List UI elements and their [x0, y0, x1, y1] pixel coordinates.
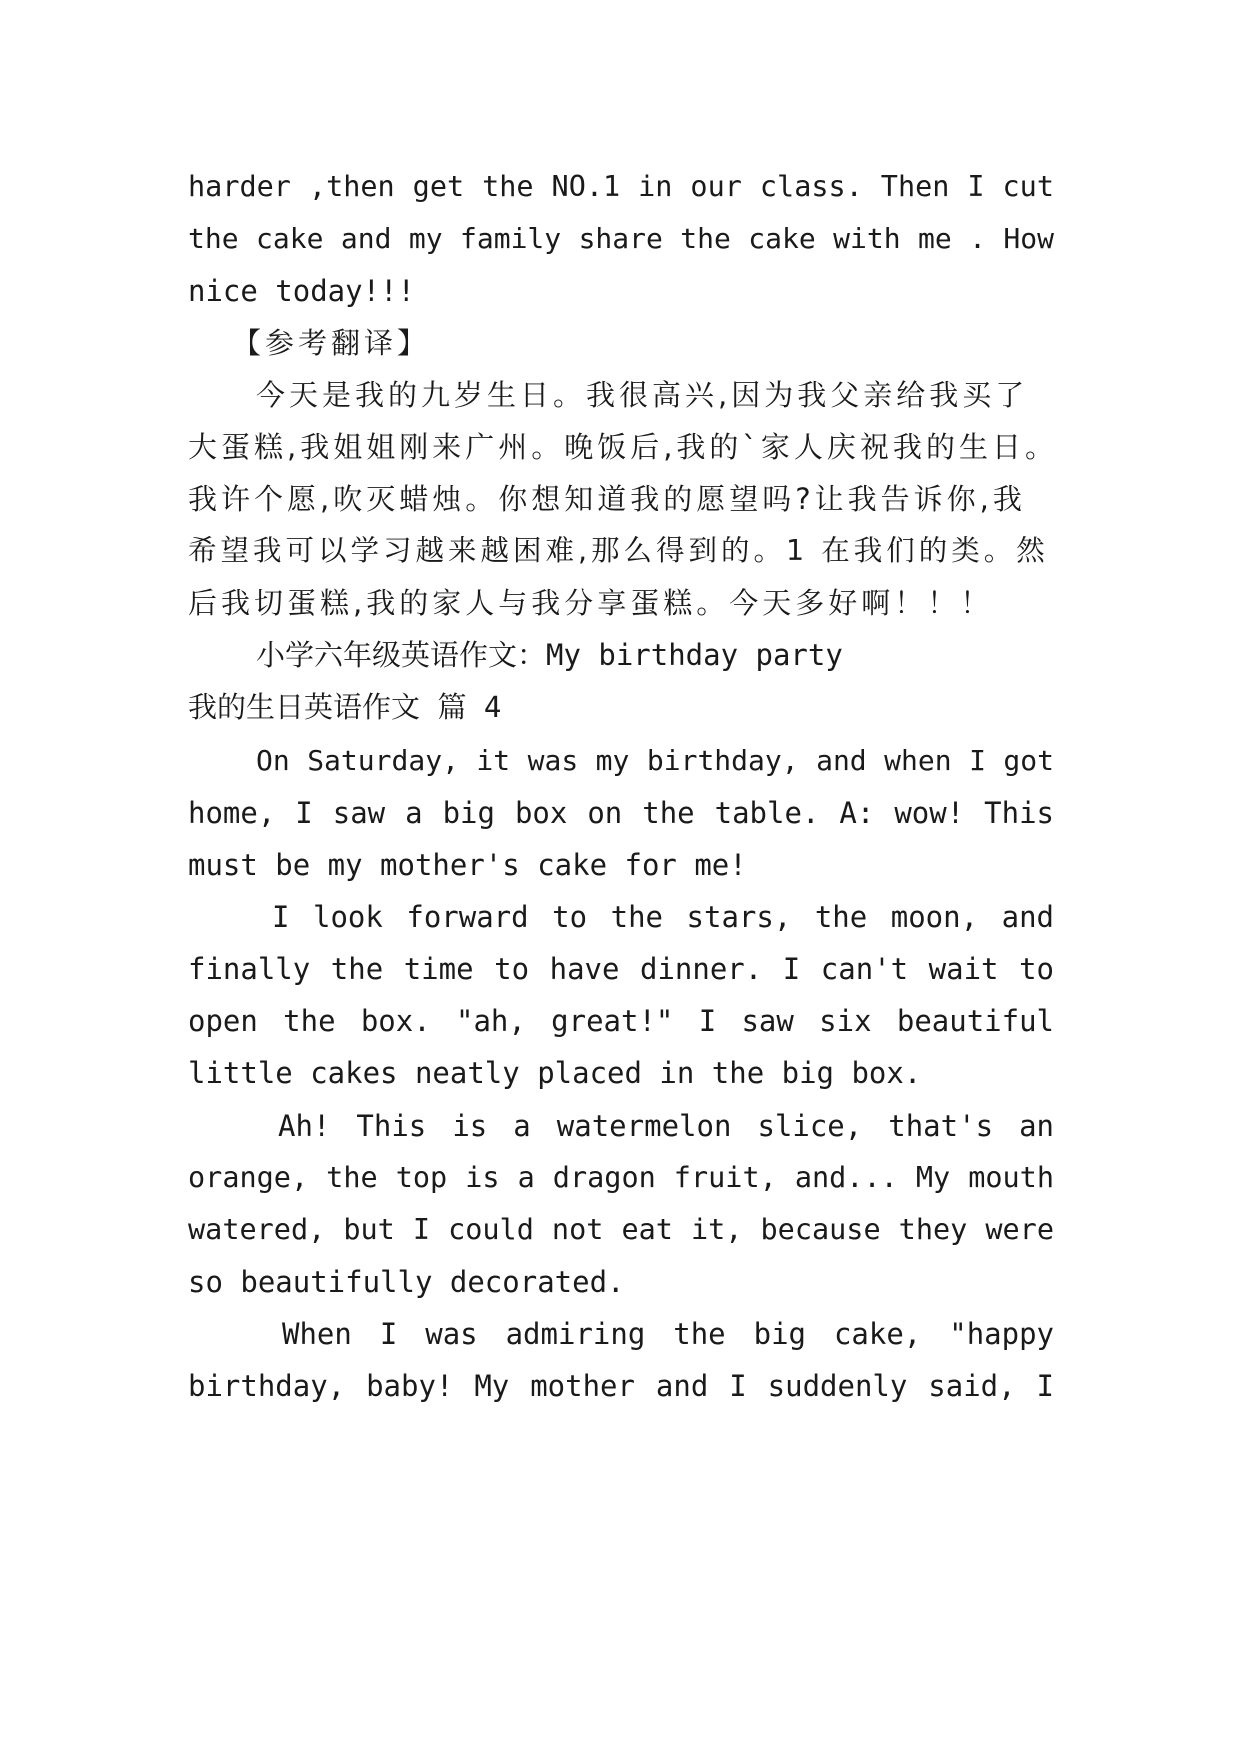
paragraph-line	[188, 210, 1054, 268]
text-line: the cake and my family share the cake with me . How	[188, 222, 1054, 255]
paragraph-line	[188, 1149, 1054, 1207]
paragraph-line	[256, 732, 1054, 790]
text-line: 我许个愿,吹灭蜡烛。你想知道我的愿望吗?让我告诉你,我	[188, 482, 1026, 516]
section-heading	[188, 678, 1054, 736]
translation-heading: 【参考翻译】	[232, 326, 431, 360]
paragraph-line	[188, 1253, 1054, 1311]
paragraph-line	[188, 1357, 1054, 1415]
essay-heading: 我的生日英语作文 篇 4	[188, 690, 502, 724]
text-line: 希望我可以学习越来越困难,那么得到的。1 在我们的类。然	[188, 534, 1049, 567]
section-heading	[232, 314, 1098, 372]
article-title	[256, 626, 1016, 684]
paragraph-line	[188, 418, 1078, 476]
paragraph-line	[272, 888, 1054, 946]
paragraph-line	[256, 366, 1056, 424]
paragraph-line	[188, 1201, 1054, 1259]
text-line: harder ,then get the NO.1 in our class. Then I cut	[188, 170, 1054, 203]
paragraph-line	[188, 1044, 1054, 1102]
paragraph-line	[188, 470, 1054, 528]
text-line: watered, but I could not eat it, because they were	[188, 1213, 1054, 1246]
text-line: Ah! This is a watermelon slice, that's an	[278, 1109, 1054, 1143]
text-line: I look forward to the stars, the moon, and	[272, 900, 1054, 934]
paragraph-line	[188, 574, 1054, 632]
text-line: little cakes neatly placed in the big box.	[188, 1056, 922, 1090]
text-line: On Saturday, it was my birthday, and when I got	[256, 744, 1054, 777]
paragraph-line	[282, 1305, 1054, 1363]
text-line: When I was admiring the big cake, "happy	[282, 1317, 1054, 1351]
paragraph-line	[188, 158, 1054, 216]
text-line: open the box. "ah, great!" I saw six beautiful	[188, 1004, 1054, 1038]
text-line: birthday, baby! My mother and I suddenly said, I	[188, 1369, 1054, 1403]
text-line: nice today!!!	[188, 274, 415, 308]
text-line: orange, the top is a dragon fruit, and... My mouth	[188, 1161, 1054, 1194]
title-text: 小学六年级英语作文：My birthday party	[256, 638, 843, 672]
text-line: finally the time to have dinner. I can't wait to	[188, 952, 1054, 986]
text-line: so beautifully decorated.	[188, 1265, 625, 1299]
paragraph-line	[278, 1097, 1054, 1155]
text-line: 后我切蛋糕,我的家人与我分享蛋糕。今天多好啊！！！	[188, 586, 994, 620]
text-line: must be my mother's cake for me!	[188, 848, 747, 882]
paragraph-line	[188, 262, 1054, 320]
text-line: home, I saw a big box on the table. A: wow! This	[188, 796, 1054, 830]
paragraph-line	[188, 992, 1054, 1050]
paragraph-line	[188, 836, 1054, 894]
paragraph-line	[188, 940, 1054, 998]
text-line: 今天是我的九岁生日。我很高兴,因为我父亲给我买了	[256, 378, 1029, 412]
text-line: 大蛋糕,我姐姐刚来广州。晚饭后,我的`家人庆祝我的生日。	[188, 430, 1058, 464]
paragraph-line	[188, 522, 1054, 580]
paragraph-line	[188, 784, 1054, 842]
